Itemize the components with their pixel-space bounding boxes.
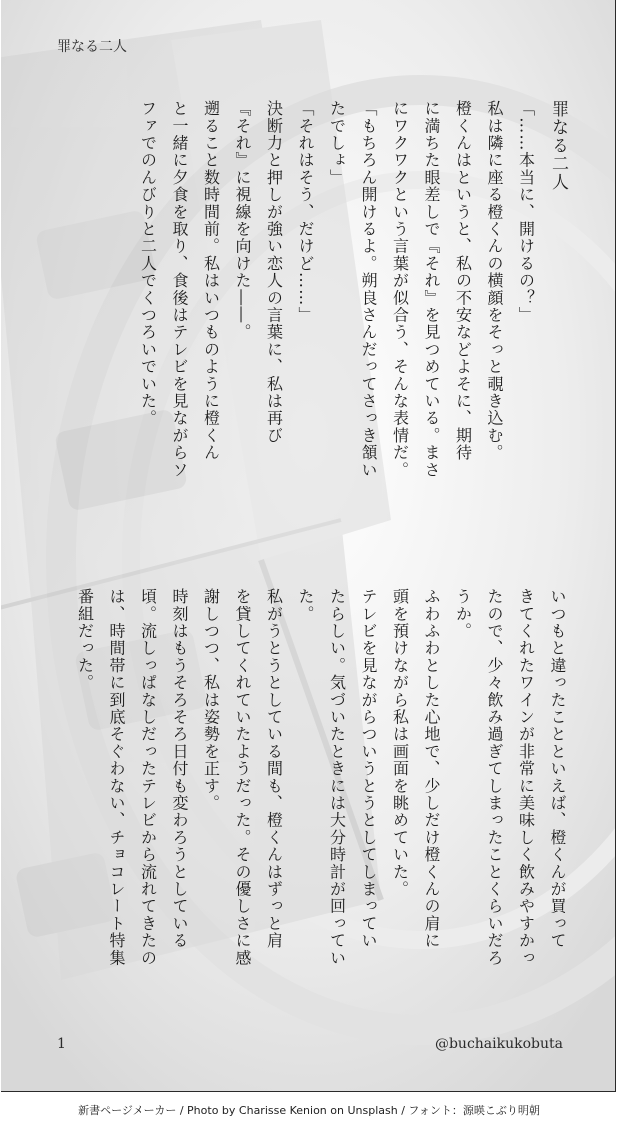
text-line: 頃。流しっぱなしだったテレビから流れてきたの: [138, 588, 158, 967]
text-line: 遡ること数時間前。私はいつものように橙くん: [201, 100, 221, 462]
text-line: 頭を預けながら私は画面を眺めていた。: [390, 588, 410, 898]
text-line: は、時間帯に到底そぐわない、チョコレート特集: [107, 588, 126, 967]
text-line: たでしょ」: [327, 100, 347, 186]
text-line: たので、少々飲み過ぎてしまったことくらいだろ: [485, 588, 504, 967]
text-line: きてくれたワインが非常に美味しく飲みやすかっ: [516, 588, 536, 967]
top-text-column: [132, 100, 573, 540]
text-line: テレビを見ながらついうとうとしてしまってい: [359, 588, 378, 950]
page-number: 1: [57, 1036, 66, 1052]
chapter-title: 罪なる二人: [548, 100, 568, 191]
text-line: 「もちろん開けるよ。朔良さんだってさっき頷い: [359, 100, 378, 479]
text-line: 番組だった。: [75, 588, 95, 692]
text-line: た。: [296, 588, 315, 623]
text-line: に満ちた眼差しで『それ』を見つめている。まさ: [422, 100, 441, 479]
text-line: うか。: [453, 588, 473, 640]
text-line: いつもと違ったことといえば、橙くんが買って: [548, 588, 567, 950]
image-credit: 新書ページメーカー / Photo by Charisse Kenion on Unsplash / フォント：源暎こぶり明朝: [78, 1104, 540, 1117]
text-line: たらしい。気づいたときには大分時計が回ってい: [327, 588, 347, 967]
text-line: 『それ』に視線を向けた――。: [233, 100, 252, 341]
text-line: 私がうとうとしている間も、橙くんはずっと肩: [264, 588, 284, 950]
text-line: 決断力と押しが強い恋人の言葉に、私は再び: [264, 100, 284, 444]
text-line: を貸してくれていたようだった。その優しさに感: [233, 588, 252, 967]
novel-page: [1, 0, 616, 1092]
text-line: 「……本当に、開けるの？」: [516, 100, 536, 324]
header-title: 罪なる二人: [57, 39, 127, 55]
text-line: 私は隣に座る橙くんの横顔をそっと覗き込む。: [485, 100, 504, 462]
text-line: 謝しつつ、私は姿勢を正す。: [201, 588, 221, 812]
text-line: ふわふわとした心地で、少しだけ橙くんの肩に: [422, 588, 441, 950]
text-line: 「それはそう、だけど……」: [296, 100, 315, 324]
text-line: にワクワクという言葉が似合う、そんな表情だ。: [390, 100, 410, 479]
text-line: ファでのんびりと二人でくつろいでいた。: [138, 100, 158, 427]
text-line: と一緒に夕食を取り、食後はテレビを見ながらソ: [170, 100, 189, 479]
text-line: 橙くんはというと、私の不安などよそに、期待: [453, 100, 473, 462]
bottom-text-column: [69, 588, 573, 1028]
text-line: 時刻はもうそろそろ日付も変わろうとしている: [170, 588, 189, 950]
author-handle: @buchaikukobuta: [434, 1036, 563, 1052]
